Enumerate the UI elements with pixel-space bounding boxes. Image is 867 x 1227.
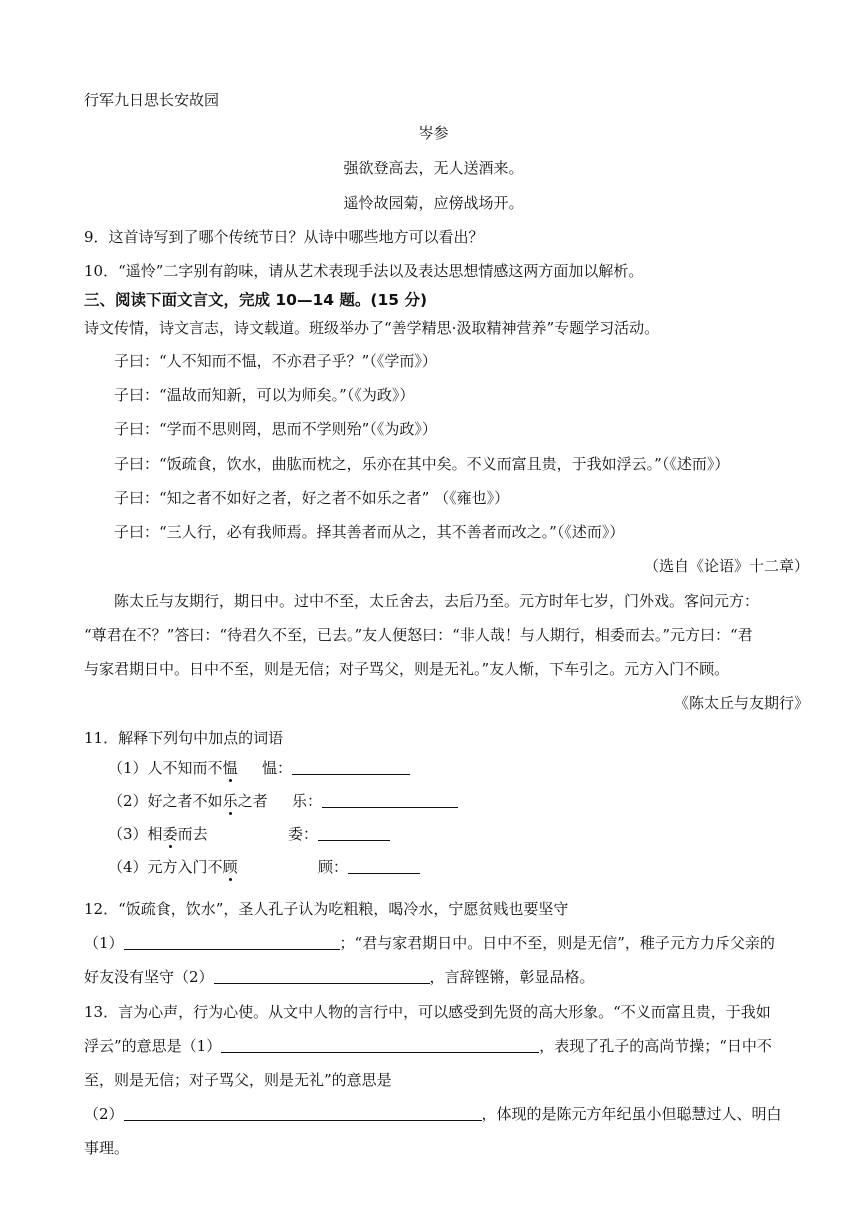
dotted-word: 乐: [222, 792, 238, 810]
passage-line-3: 与家君期日中。日中不至，则是无信；对子骂父，则是无礼。”友人惭，下车引之。元方入门不顾。: [84, 660, 730, 678]
blank-number: （1）: [84, 934, 124, 952]
item-text: 相: [147, 825, 163, 843]
answer-1-group: [262, 758, 410, 778]
line-text: 好友没有坚守（2）: [84, 968, 214, 986]
answer-2-group: [292, 791, 458, 811]
question-13-line-3: 至，则是无信；对子骂父，则是无礼”的意思是: [84, 1071, 392, 1089]
passage-line-2: “尊君在不？”答曰：“待君久不至，已去。”友人便怒曰：“非人哉！与人期行，相委而去。”元方曰：“君: [84, 626, 753, 644]
answer-label: 乐：: [292, 792, 323, 810]
item-number: （1）: [108, 759, 148, 777]
answer-blank-13-2[interactable]: [124, 1104, 482, 1121]
quote-4: 子曰：“饭疏食，饮水，曲肱而枕之，乐亦在其中矣。不义而富且贵，于我如浮云。”（《述而》）: [114, 455, 730, 473]
question-13-line-1: 13．言为心声，行为心使。从文中人物的言行中，可以感受到先贤的高大形象。“不义而富且贵，于我如: [84, 1003, 771, 1021]
question-11-item-3: [108, 824, 208, 844]
poem-line-2: 遥怜故园菊，应傍战场开。: [343, 194, 524, 212]
line-text: ，言辞铿锵，彰显品格。: [429, 968, 595, 986]
blank-number: （2）: [84, 1105, 124, 1123]
section-heading: 三、阅读下面文言文，完成 10—14 题。(15 分): [84, 291, 428, 309]
question-11-item-1: [108, 758, 238, 778]
dotted-word: 委: [162, 825, 178, 843]
question-9: 9．这首诗写到了哪个传统节日？从诗中哪些地方可以看出？: [84, 228, 484, 246]
dotted-word: 顾: [222, 858, 238, 876]
item-text: 好之者不如: [147, 792, 223, 810]
answer-blank-1[interactable]: [292, 758, 410, 775]
quote-1: 子曰：“人不知而不愠，不亦君子乎？”（《学而》）: [114, 352, 437, 370]
answer-blank-13-1[interactable]: [221, 1036, 539, 1053]
quote-2: 子曰：“温故而知新，可以为师矣。”（《为政》）: [114, 386, 415, 404]
answer-label: 顾：: [318, 858, 349, 876]
item-number: （4）: [108, 858, 148, 876]
answer-blank-3[interactable]: [318, 824, 390, 841]
quote-3: 子曰：“学而不思则罔，思而不学则殆”（《为政》）: [114, 420, 437, 438]
section-intro: 诗文传情，诗文言志，诗文载道。班级举办了“善学精思·汲取精神营养”专题学习活动。: [84, 319, 660, 337]
question-12-line-3: [84, 967, 595, 987]
question-11-item-4: [108, 857, 238, 877]
question-12-line-2: [84, 933, 775, 953]
quote-5: 子曰：“知之者不如好之者，好之者不如乐之者” （《雍也》）: [114, 489, 510, 507]
item-text-after: 之者: [237, 792, 268, 810]
question-13-line-2: [84, 1036, 772, 1056]
item-text: 元方入门不: [147, 858, 223, 876]
item-number: （2）: [108, 792, 148, 810]
line-text: ，体现的是陈元方年纪虽小但聪慧过人、明白: [481, 1105, 782, 1123]
answer-3-group: [288, 824, 390, 844]
question-11-stem: 11．解释下列句中加点的词语: [84, 729, 284, 747]
item-number: （3）: [108, 825, 148, 843]
answer-blank-12-2[interactable]: [214, 967, 430, 984]
source-analects: （选自《论语》十二章）: [643, 557, 809, 575]
item-text-after: 而去: [177, 825, 208, 843]
question-11-item-2: [108, 791, 268, 811]
answer-label: 委：: [288, 825, 319, 843]
passage-line-1: 陈太丘与友期行，期日中。过中不至，太丘舍去，去后乃至。元方时年七岁，门外戏。客问元方：: [114, 592, 760, 610]
quote-6: 子曰：“三人行，必有我师焉。择其善者而从之，其不善者而改之。”（《述而》）: [114, 523, 625, 541]
answer-blank-12-1[interactable]: [124, 933, 340, 950]
question-13-line-4: [84, 1104, 782, 1124]
line-text: ；“君与家君期日中。日中不至，则是无信”，稚子元方力斥父亲的: [339, 934, 775, 952]
line-text: ，表现了孔子的高尚节操；“日中不: [539, 1037, 772, 1055]
answer-4-group: [318, 857, 420, 877]
answer-blank-2[interactable]: [322, 791, 458, 808]
source-chen-taiqiu: 《陈太丘与友期行》: [673, 694, 809, 712]
answer-blank-4[interactable]: [348, 857, 420, 874]
question-13-line-5: 事理。: [84, 1139, 130, 1157]
poem-line-1: 强欲登高去，无人送酒来。: [343, 159, 524, 177]
poem-title: 行军九日思长安故园: [84, 91, 220, 109]
question-10: 10．“遥怜”二字别有韵味，请从艺术表现手法以及表达思想情感这两方面加以解析。: [84, 262, 644, 280]
dotted-word: 愠: [222, 759, 238, 777]
line-text: 浮云”的意思是（1）: [84, 1037, 222, 1055]
question-12-line-1: 12．“饭疏食，饮水”，圣人孔子认为吃粗粮，喝冷水，宁愿贫贱也要坚守: [84, 900, 569, 918]
item-text: 人不知而不: [147, 759, 223, 777]
answer-label: 愠：: [262, 759, 293, 777]
poem-author: 岑参: [418, 124, 449, 142]
